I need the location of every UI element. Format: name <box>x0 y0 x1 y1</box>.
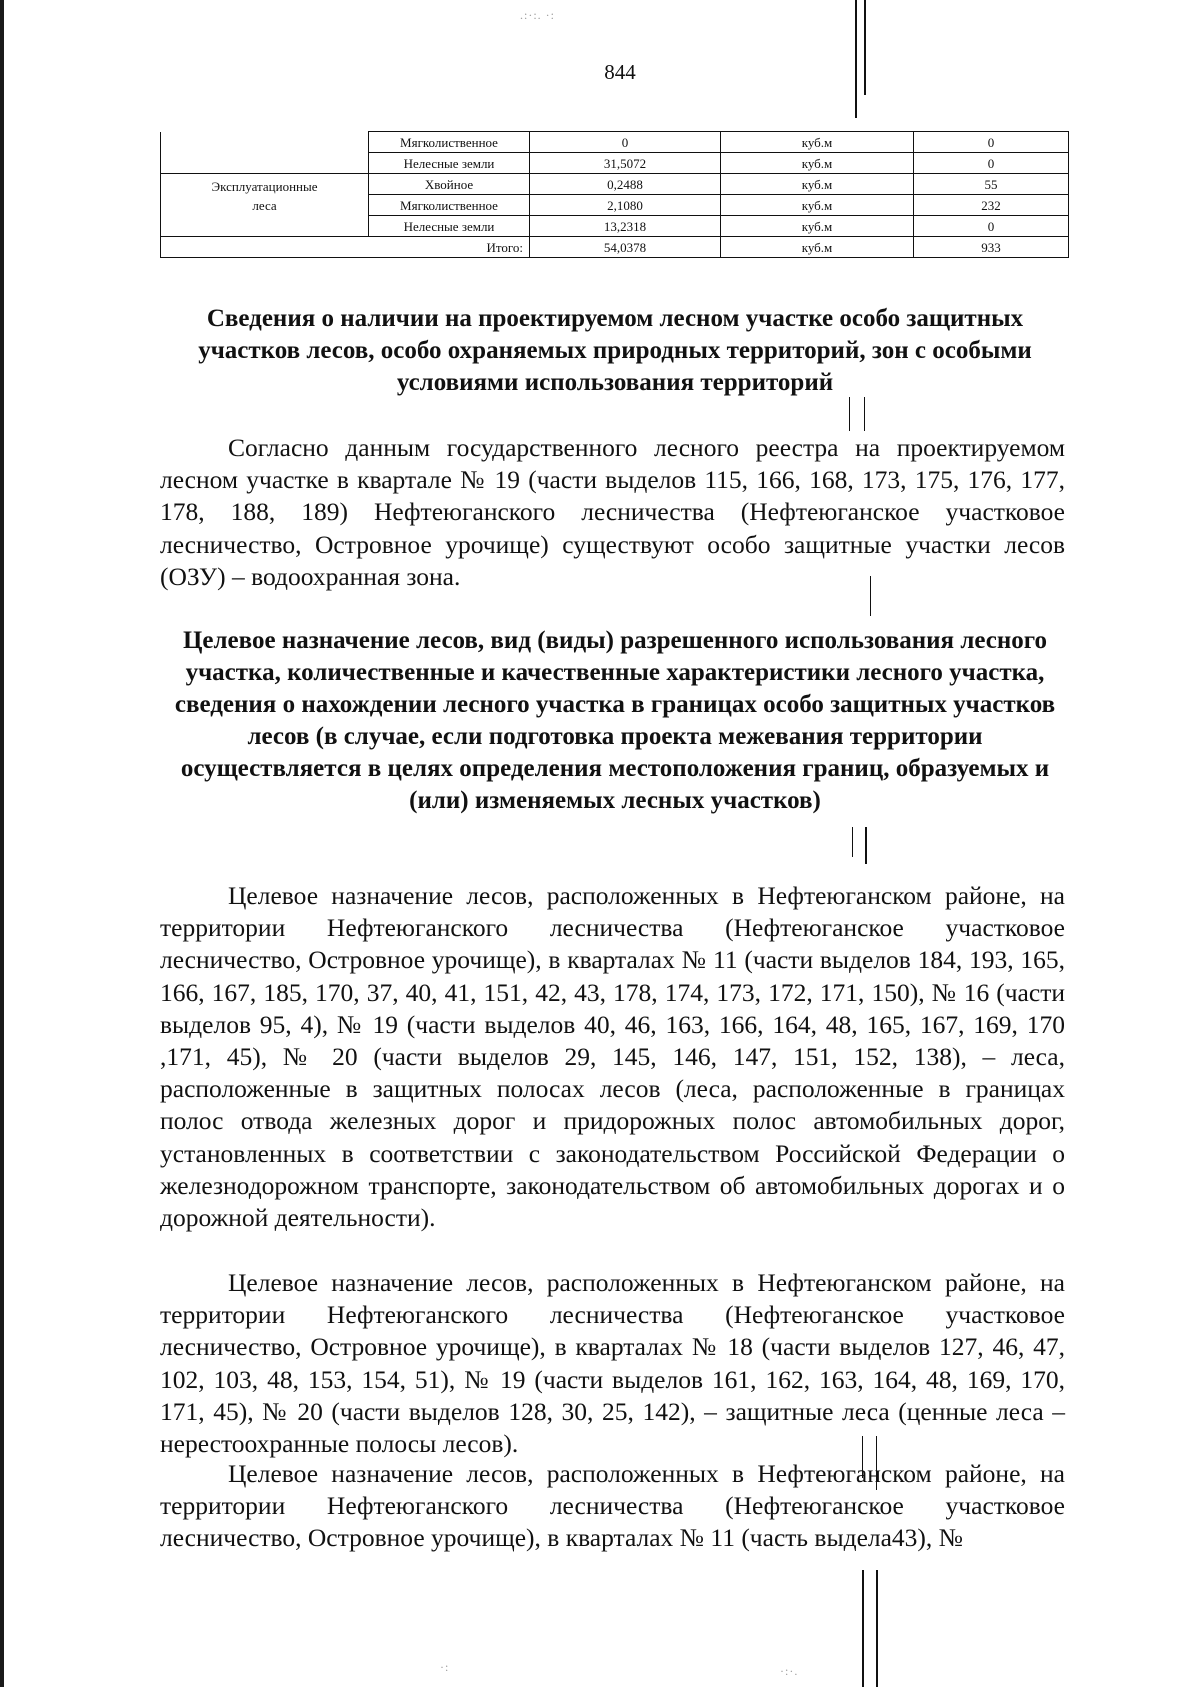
scan-line <box>852 827 853 857</box>
table-row <box>161 174 1069 195</box>
table-cell-group <box>161 174 369 237</box>
table-cell-area: 0,2488 <box>530 174 721 195</box>
table-total-label: Итого: <box>161 237 530 258</box>
section2-heading: Целевое назначение лесов, вид (виды) разрешенного использования лесного участка, количественные и качественные характеристики лесного участка, сведения о нахождении лесного участка в границах особо защитных участков лесов (в случае, если подготовка проекта межевания территории осуществляется в целях определения местоположения границ, образуемых и (или) изменяемых лесных участков) <box>174 627 1056 814</box>
table-cell-volume: 232 <box>914 195 1069 216</box>
scan-line <box>865 827 867 864</box>
scan-speck: ·:·. <box>780 1664 799 1678</box>
table-total-area: 54,0378 <box>530 237 721 258</box>
table-total-unit: куб.м <box>721 237 914 258</box>
table-cell-type: Мягколиственное <box>369 132 530 153</box>
table-cell-area: 2,1080 <box>530 195 721 216</box>
table-total-row <box>161 237 1069 258</box>
table-cell-type: Хвойное <box>369 174 530 195</box>
table-cell-area: 31,5072 <box>530 153 721 174</box>
scan-line <box>864 397 865 431</box>
table-row <box>161 132 1069 153</box>
table-cell-type: Мягколиственное <box>369 195 530 216</box>
scan-line <box>862 1570 864 1687</box>
page-number: 844 <box>604 60 636 84</box>
table-cell-unit: куб.м <box>721 195 914 216</box>
group-label-line1: Эксплуатационные <box>211 178 318 194</box>
scan-line <box>849 397 850 431</box>
table-cell-volume: 55 <box>914 174 1069 195</box>
table-cell-volume: 0 <box>914 153 1069 174</box>
table-cell-type: Нелесные земли <box>369 153 530 174</box>
group-label-line2: леса <box>252 197 277 213</box>
forest-volume-table <box>160 131 1069 258</box>
table-cell-area: 13,2318 <box>530 216 721 237</box>
table-cell-area: 0 <box>530 132 721 153</box>
scan-left-edge <box>0 0 4 1687</box>
section2-paragraph-1: Целевое назначение лесов, расположенных в Нефтеюганском районе, на территории Нефтеюганского лесничества (Нефтеюганское участковое лесничество, Островное урочище), в кварталах № 11 (части выделов 184, 193, 165, 166, 167, 185, 170, 37, 40, 41, 151, 42, 43, 178, 174, 173, 172, 171, 150), № 16 (части выделов 95, 4), № 19 (части выделов 40, 46, 163, 166, 164, 48, 165, 167, 169, 170 ,171, 45), № 20 (части выделов 29, 145, 146, 147, 151, 152, 138), – леса, расположенные в защитных полосах лесов (леса, расположенные в границах полос отвода железных дорог и придорожных полос автомобильных дорог, установленных в соответствии с законодательством Российской Федерации о железнодорожном транспорте, законодательством об автомобильных дорогах и о дорожной деятельности). <box>160 881 1065 1233</box>
table-cell-type: Нелесные земли <box>369 216 530 237</box>
table-cell-empty <box>161 132 369 174</box>
scan-speck: ·: <box>440 1660 450 1674</box>
table-cell-unit: куб.м <box>721 216 914 237</box>
section2-paragraph-2: Целевое назначение лесов, расположенных в Нефтеюганском районе, на территории Нефтеюганского лесничества (Нефтеюганское участковое лесничество, Островное урочище), в кварталах № 18 (части выделов 127, 46, 47, 102, 103, 48, 153, 154, 51), № 19 (части выделов 161, 162, 163, 164, 48, 169, 170, 171, 45), № 20 (части выделов 128, 30, 25, 142), – защитные леса (ценные леса – нерестоохранные полосы лесов). <box>160 1268 1065 1459</box>
section1-paragraph: Согласно данным государственного лесного реестра на проектируемом лесном участке в квартале № 19 (части выделов 115, 166, 168, 173, 175, 176, 177, 178, 188, 189) Нефтеюганского лесничества (Нефтеюганское участковое лесничество, Островное урочище) существуют особо защитные участки лесов (ОЗУ) – водоохранная зона. <box>160 433 1065 591</box>
table-total-volume: 933 <box>914 237 1069 258</box>
section2-paragraph-3: Целевое назначение лесов, расположенных в Нефтеюганском районе, на территории Нефтеюганского лесничества (Нефтеюганское участковое лесничество, Островное урочище), в кварталах № 11 (часть выдела43), № <box>160 1459 1065 1553</box>
table-cell-unit: куб.м <box>721 153 914 174</box>
table-cell-unit: куб.м <box>721 174 914 195</box>
scan-line <box>855 0 857 118</box>
scan-speck: .:·:. ·: <box>520 8 555 22</box>
section1-heading: Сведения о наличии на проектируемом лесном участке особо защитных участков лесов, особо охраняемых природных территорий, зон с особыми условиями использования территорий <box>198 305 1032 396</box>
scan-line <box>876 1570 878 1687</box>
table-cell-volume: 0 <box>914 132 1069 153</box>
table-cell-unit: куб.м <box>721 132 914 153</box>
table-cell-volume: 0 <box>914 216 1069 237</box>
